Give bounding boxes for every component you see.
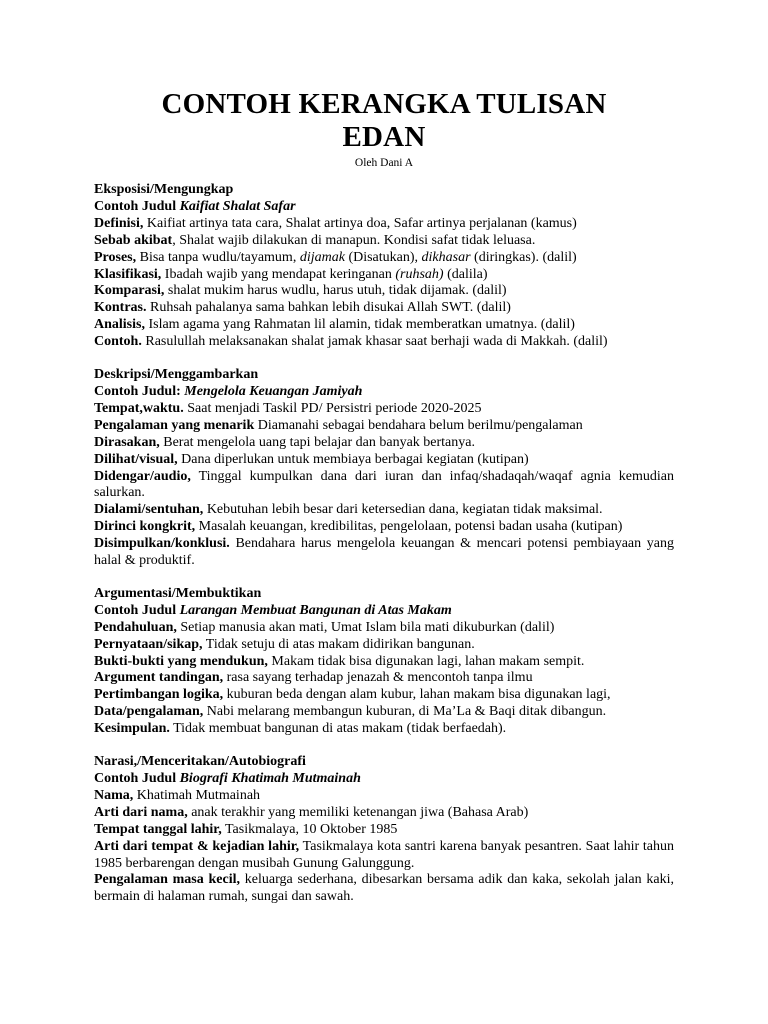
outline-term: Kesimpulan. — [94, 721, 170, 737]
outline-emphasis: dijamak — [299, 249, 345, 265]
outline-text: Islam agama yang Rahmatan lil alamin, tidak memberatkan umatnya. (dalil) — [144, 317, 575, 333]
outline-term: Analisis, — [94, 317, 145, 333]
outline-text: (dalila) — [443, 266, 488, 282]
outline-text: kuburan beda dengan alam kubur, lahan makam bisa digunakan lagi, — [223, 687, 611, 703]
title-line-1: CONTOH KERANGKA TULISAN — [161, 88, 607, 120]
outline-item — [94, 670, 674, 687]
outline-item — [94, 805, 674, 822]
outline-text: Tinggal kumpulkan dana dari iuran dan infaq/shadaqah/waqaf agnia kemudian salurkan. — [94, 468, 674, 501]
outline-term: Proses, — [94, 249, 137, 265]
outline-term: Pertimbangan logika, — [94, 687, 224, 703]
section-narasi — [94, 754, 674, 906]
outline-text: keluarga sederhana, dibesarkan bersama adik dan kaka, sekolah jalan kaki, bermain di halaman rumah, sungai dan sawah. — [94, 872, 674, 905]
outline-item — [94, 452, 674, 469]
outline-term: Kontras. — [94, 300, 147, 316]
outline-item — [94, 283, 674, 300]
example-title-line — [94, 199, 674, 216]
outline-item — [94, 704, 674, 721]
outline-item — [94, 872, 674, 906]
outline-text: Nabi melarang membangun kuburan, di Ma’La & Baqi ditak dibangun. — [203, 704, 607, 720]
outline-term: Sebab akibat — [94, 232, 173, 248]
outline-term: Dirasakan, — [94, 434, 160, 450]
example-title: Mengelola Keuangan Jamiyah — [184, 383, 363, 399]
outline-text: Rasulullah melaksanakan shalat jamak khasar saat berhaji wada di Makkah. (dalil) — [141, 334, 608, 350]
outline-item — [94, 687, 674, 704]
outline-text: Tidak setuju di atas makam didirikan bangunan. — [202, 636, 475, 652]
outline-text: Khatimah Mutmainah — [133, 787, 261, 803]
outline-text: Bendahara harus mengelola keuangan & mencari potensi pembiayaan yang halal & produktif. — [94, 536, 674, 569]
outline-term: Disimpulkan/konklusi. — [94, 536, 230, 552]
section-argumentasi — [94, 586, 674, 738]
outline-text: (diringkas). (dalil) — [470, 249, 577, 265]
outline-emphasis: dikhasar — [421, 249, 471, 265]
outline-term: Didengar/audio, — [94, 468, 191, 484]
outline-text: Tasikmalaya kota santri karena banyak pesantren. Saat lahir tahun 1985 berbarengan dengan musibah Gunung Galunggung. — [94, 838, 674, 871]
outline-text: Masalah keuangan, kredibilitas, pengelolaan, potensi badan usaha (kutipan) — [195, 519, 623, 535]
example-prefix: Contoh Judul — [94, 771, 177, 786]
outline-text: Diamanahi sebagai bendahara belum berilmu/pengalaman — [254, 417, 583, 433]
outline-item — [94, 435, 674, 452]
outline-item — [94, 654, 674, 671]
outline-text: Setiap manusia akan mati, Umat Islam bila mati dikuburkan (dalil) — [176, 619, 555, 635]
outline-item — [94, 839, 674, 873]
outline-text: , Shalat wajib dilakukan di manapun. Kondisi safat tidak leluasa. — [172, 232, 536, 248]
example-prefix: Contoh Judul — [94, 602, 177, 618]
outline-term: Tempat,waktu. — [94, 400, 184, 416]
outline-term: Pengalaman masa kecil, — [94, 872, 240, 888]
section-eksposisi — [94, 182, 674, 351]
outline-term: Arti dari nama, — [94, 804, 188, 820]
example-title-line — [94, 771, 674, 788]
outline-term: Pengalaman yang menarik — [94, 417, 255, 433]
outline-item — [94, 250, 674, 267]
outline-text: Kebutuhan lebih besar dari ketersedian dana, kegiatan tidak maksimal. — [203, 502, 603, 518]
outline-term: Definisi, — [94, 215, 144, 231]
outline-term: Contoh. — [94, 334, 142, 350]
outline-text: Saat menjadi Taskil PD/ Persistri periode 2020-2025 — [183, 400, 482, 416]
outline-term: Dialami/sentuhan, — [94, 502, 204, 518]
outline-term: Data/pengalaman, — [94, 704, 204, 720]
outline-item — [94, 418, 674, 435]
outline-text: Makam tidak bisa digunakan lagi, lahan makam sempit. — [267, 653, 585, 669]
section-heading: Deskripsi/Menggambarkan — [94, 367, 259, 383]
outline-term: Pendahuluan, — [94, 619, 177, 635]
outline-item — [94, 788, 674, 805]
example-title: Kaifiat Shalat Safar — [179, 198, 296, 214]
outline-item — [94, 401, 674, 418]
outline-term: Dilihat/visual, — [94, 451, 178, 467]
outline-item — [94, 822, 674, 839]
outline-text: Ruhsah pahalanya sama bahkan lebih disukai Allah SWT. (dalil) — [146, 300, 511, 316]
outline-term: Arti dari tempat & kejadian lahir, — [94, 838, 300, 854]
outline-term: Bukti-bukti yang mendukun, — [94, 653, 268, 669]
outline-term: Komparasi, — [94, 283, 165, 299]
outline-item — [94, 216, 674, 233]
outline-term: Nama, — [94, 787, 134, 803]
outline-text: Bisa tanpa wudlu/tayamum, — [136, 249, 300, 265]
outline-item — [94, 334, 674, 351]
example-title-line — [94, 603, 674, 620]
example-prefix: Contoh Judul: — [94, 383, 181, 399]
outline-term: Dirinci kongkrit, — [94, 519, 196, 535]
outline-item — [94, 519, 674, 536]
outline-term: Argument tandingan, — [94, 670, 224, 686]
outline-item — [94, 620, 674, 637]
example-title: Larangan Membuat Bangunan di Atas Makam — [179, 602, 452, 618]
example-title-line — [94, 384, 674, 401]
outline-text: Berat mengelola uang tapi belajar dan banyak bertanya. — [159, 434, 475, 450]
outline-item — [94, 233, 674, 250]
outline-text: Tidak membuat bangunan di atas makam (tidak berfaedah). — [169, 721, 507, 737]
outline-item — [94, 267, 674, 284]
outline-item — [94, 300, 674, 317]
outline-term: Tempat tanggal lahir, — [94, 821, 222, 837]
outline-item — [94, 502, 674, 519]
outline-emphasis: (ruhsah) — [395, 266, 444, 282]
outline-text: anak terakhir yang memiliki ketenangan jiwa (Bahasa Arab) — [187, 804, 529, 820]
example-title: Biografi Khatimah Mutmainah — [179, 771, 361, 786]
outline-text: Dana diperlukan untuk membiaya berbagai kegiatan (kutipan) — [177, 451, 529, 467]
outline-text: shalat mukim harus wudlu, harus utuh, tidak dijamak. (dalil) — [164, 283, 507, 299]
title-line-2: EDAN — [342, 121, 426, 153]
outline-text: Kaifiat artinya tata cara, Shalat artinya doa, Safar artinya perjalanan (kamus) — [143, 215, 577, 231]
author-byline: Oleh Dani A — [354, 157, 414, 169]
section-heading: Eksposisi/Mengungkap — [94, 182, 234, 197]
example-prefix: Contoh Judul — [94, 198, 177, 214]
outline-text: rasa sayang terhadap jenazah & mencontoh tanpa ilmu — [223, 670, 533, 686]
outline-text: Ibadah wajib yang mendapat keringanan — [161, 266, 396, 282]
section-heading: Argumentasi/Membuktikan — [94, 585, 262, 601]
section-heading: Narasi,/Menceritakan/Autobiografi — [94, 754, 306, 770]
outline-item — [94, 637, 674, 654]
outline-item — [94, 536, 674, 570]
outline-item — [94, 721, 674, 738]
outline-text: (Disatukan), — [344, 249, 422, 265]
outline-term: Pernyataan/sikap, — [94, 636, 203, 652]
document-title — [94, 88, 674, 154]
outline-item — [94, 317, 674, 334]
outline-item — [94, 469, 674, 503]
section-deskripsi — [94, 367, 674, 570]
outline-text: Tasikmalaya, 10 Oktober 1985 — [221, 821, 398, 837]
outline-term: Klasifikasi, — [94, 266, 162, 282]
